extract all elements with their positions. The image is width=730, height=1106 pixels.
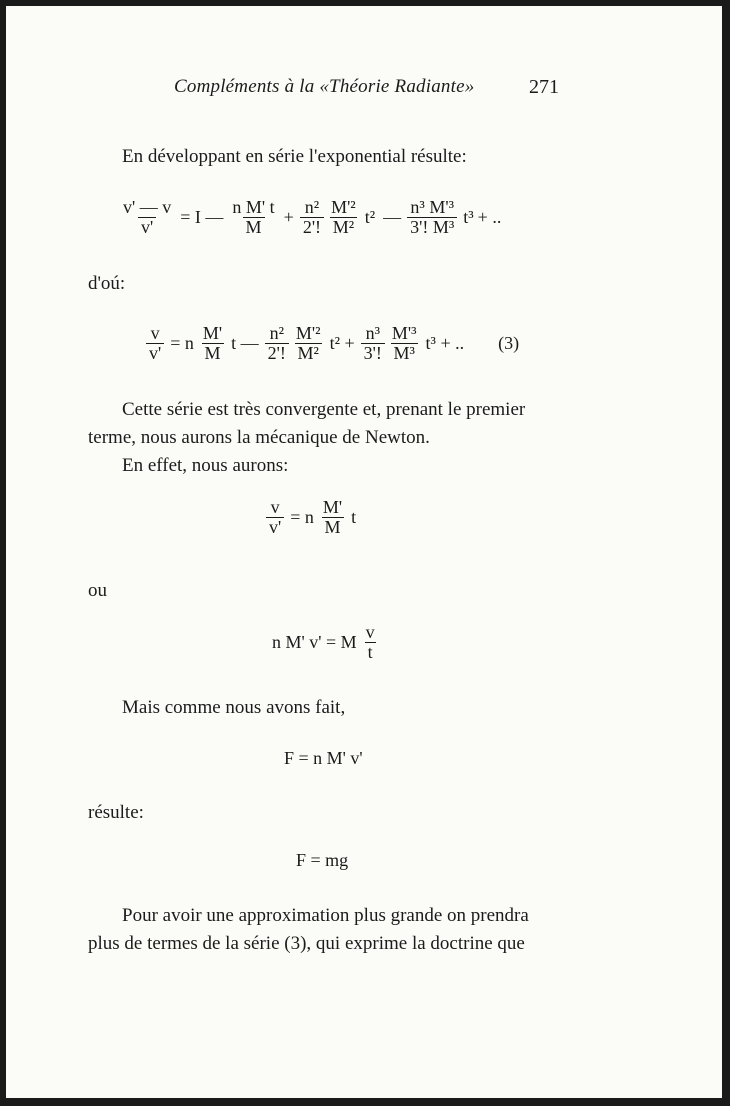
denominator: 3'! M³	[407, 217, 457, 237]
variable: t —	[231, 332, 259, 353]
variable: t³ + ..	[425, 332, 465, 353]
fraction	[389, 324, 420, 363]
fraction	[265, 324, 289, 363]
paragraph-intro: En développant en série l'exponential résulte:	[122, 146, 467, 167]
denominator: M²	[330, 217, 357, 237]
variable: t²	[364, 206, 376, 227]
fraction	[120, 198, 174, 237]
fraction	[328, 198, 359, 237]
paragraph-convergence-line1: Cette série est très convergente et, prenant le premier	[122, 399, 526, 420]
numerator: M'²	[331, 197, 356, 217]
denominator: 2'!	[265, 343, 289, 363]
equation-number: (3)	[498, 332, 520, 353]
numerator: n²	[269, 323, 284, 343]
numerator: v	[270, 497, 280, 517]
equation-force: F = n M' v'	[284, 748, 363, 768]
fraction	[407, 198, 457, 237]
page-number: 271	[529, 76, 559, 98]
numerator: n³ M'³	[410, 197, 454, 217]
numerator: v	[150, 323, 160, 343]
paragraph-approx-line2: plus de termes de la série (3), qui exprime la doctrine que	[88, 933, 525, 954]
numerator: M'	[322, 497, 343, 517]
fraction	[266, 498, 284, 537]
variable: t³	[463, 206, 474, 227]
numerator: n³	[365, 323, 380, 343]
paragraph-convergence-line2: terme, nous aurons la mécanique de Newton.	[88, 427, 430, 448]
denominator: v'	[146, 343, 164, 363]
fraction	[146, 324, 164, 363]
running-header: Compléments à la «Théorie Radiante»	[174, 76, 475, 97]
operator: = n	[290, 506, 314, 527]
denominator: M³	[391, 343, 418, 363]
fraction	[229, 198, 277, 237]
variable: t	[351, 506, 357, 527]
numerator: M'²	[295, 323, 321, 343]
operator: + ..	[477, 206, 502, 227]
denominator: v'	[138, 217, 156, 237]
paragraph-effet: En effet, nous aurons:	[122, 455, 289, 476]
equation-final: F = mg	[296, 850, 349, 870]
denominator: M²	[295, 343, 322, 363]
denominator: M	[243, 217, 265, 237]
fraction	[293, 324, 324, 363]
numerator: M'³	[391, 323, 417, 343]
fraction	[200, 324, 225, 363]
operator: = I —	[180, 206, 224, 227]
equation-momentum	[268, 623, 380, 662]
variable: t² +	[329, 332, 355, 353]
paragraph-approx-line1: Pour avoir une approximation plus grande on prendra	[122, 905, 529, 926]
equation-newton	[264, 498, 360, 537]
numerator: n M' t	[232, 197, 275, 217]
denominator: t	[365, 642, 376, 662]
fraction	[320, 498, 345, 537]
expression: n M' v' = M	[272, 631, 357, 652]
denominator: M	[322, 517, 344, 537]
equation-series-expansion	[118, 198, 501, 237]
label-dou: d'oú:	[88, 273, 126, 294]
fraction	[363, 623, 378, 662]
denominator: v'	[266, 517, 284, 537]
operator: —	[383, 206, 402, 227]
numerator: n²	[304, 197, 320, 217]
operator: +	[283, 206, 294, 227]
numerator: M'	[202, 323, 223, 343]
numerator: v' — v	[123, 197, 172, 217]
fraction	[300, 198, 324, 237]
label-resulte: résulte:	[88, 802, 144, 823]
numerator: v	[365, 622, 375, 642]
label-ou: ou	[88, 580, 107, 601]
operator: = n	[170, 332, 194, 353]
denominator: 3'!	[361, 343, 385, 363]
paragraph-mais: Mais comme nous avons fait,	[122, 697, 346, 718]
book-page	[6, 6, 722, 1098]
denominator: 2'!	[300, 217, 324, 237]
denominator: M	[202, 343, 224, 363]
equation-3	[144, 324, 519, 363]
fraction	[361, 324, 385, 363]
